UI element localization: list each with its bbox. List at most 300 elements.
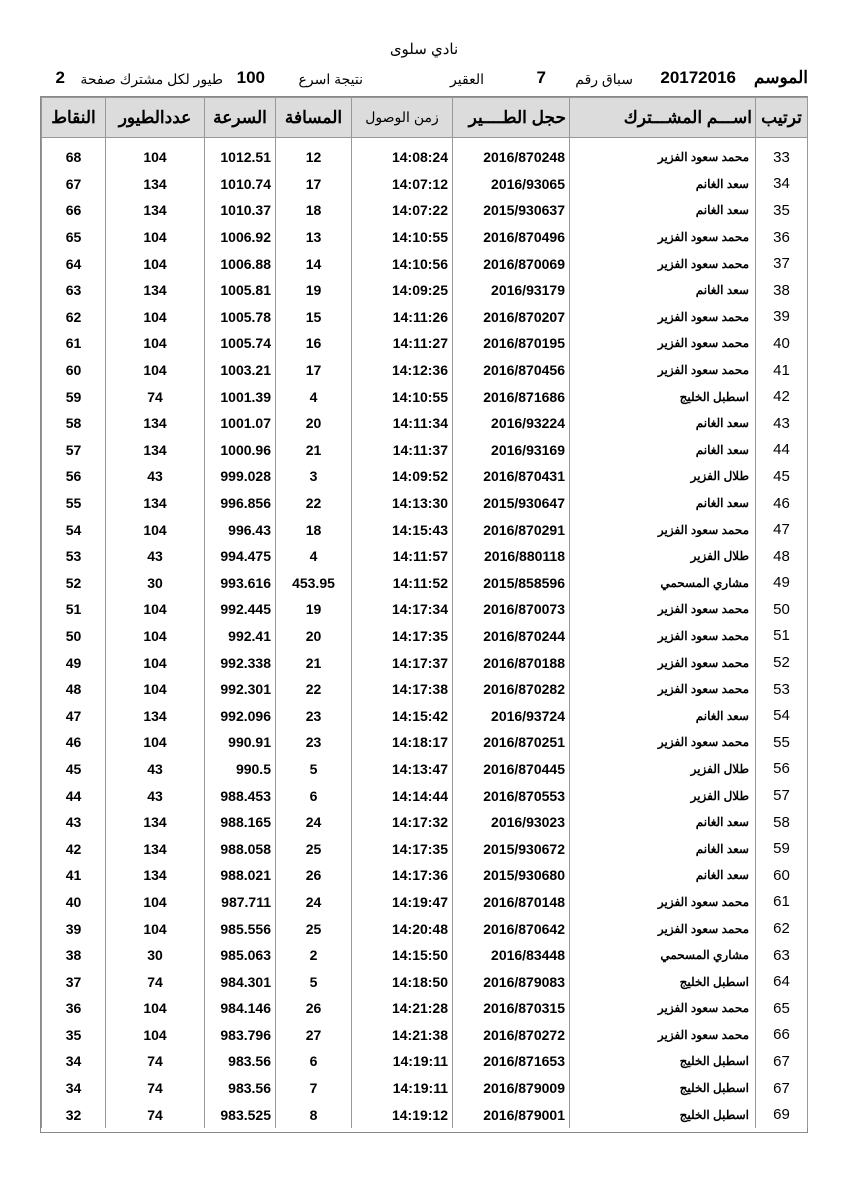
speed-cell: 1012.51 xyxy=(205,144,276,171)
points-cell: 35 xyxy=(42,1022,106,1049)
points-cell: 66 xyxy=(42,197,106,224)
rank-cell: 43 xyxy=(756,410,808,437)
points-cell: 61 xyxy=(42,330,106,357)
table-row xyxy=(42,144,808,171)
ring-cell: 2015/930672 xyxy=(453,835,570,862)
points-cell: 54 xyxy=(42,516,106,543)
points-cell: 48 xyxy=(42,676,106,703)
rank-cell: 34 xyxy=(756,171,808,198)
speed-cell: 1005.78 xyxy=(205,304,276,331)
table-row xyxy=(42,543,808,570)
birds-cell: 104 xyxy=(106,304,205,331)
arrival-time-cell: 14:11:27 xyxy=(352,330,453,357)
table-row xyxy=(42,250,808,277)
distance-cell: 6 xyxy=(276,1048,352,1075)
member-name-cell: اسطبل الخليج xyxy=(570,1048,756,1075)
rank-cell: 54 xyxy=(756,702,808,729)
points-cell: 34 xyxy=(42,1048,106,1075)
rank-cell: 35 xyxy=(756,197,808,224)
arrival-time-cell: 14:18:50 xyxy=(352,968,453,995)
rank-cell: 48 xyxy=(756,543,808,570)
birds-cell: 134 xyxy=(106,809,205,836)
arrival-time-cell: 14:17:34 xyxy=(352,596,453,623)
distance-cell: 6 xyxy=(276,782,352,809)
member-name-cell: محمد سعود الفزير xyxy=(570,596,756,623)
rank-cell: 58 xyxy=(756,809,808,836)
member-name-cell: طلال الفزير xyxy=(570,782,756,809)
birds-cell: 104 xyxy=(106,889,205,916)
table-row xyxy=(42,676,808,703)
ring-cell: 2016/870315 xyxy=(453,995,570,1022)
ring-cell: 2016/870251 xyxy=(453,729,570,756)
distance-cell: 15 xyxy=(276,304,352,331)
ring-cell: 2016/93179 xyxy=(453,277,570,304)
points-cell: 65 xyxy=(42,224,106,251)
distance-cell: 14 xyxy=(276,250,352,277)
points-cell: 36 xyxy=(42,995,106,1022)
speed-cell: 984.146 xyxy=(205,995,276,1022)
rank-cell: 36 xyxy=(756,224,808,251)
ring-cell: 2016/870073 xyxy=(453,596,570,623)
ring-cell: 2015/930647 xyxy=(453,490,570,517)
ring-cell: 2016/870291 xyxy=(453,516,570,543)
points-cell: 58 xyxy=(42,410,106,437)
distance-cell: 3 xyxy=(276,463,352,490)
distance-cell: 4 xyxy=(276,543,352,570)
rank-cell: 67 xyxy=(756,1048,808,1075)
ring-cell: 2015/930680 xyxy=(453,862,570,889)
rank-cell: 62 xyxy=(756,915,808,942)
points-cell: 41 xyxy=(42,862,106,889)
rank-cell: 60 xyxy=(756,862,808,889)
birds-cell: 104 xyxy=(106,729,205,756)
distance-cell: 17 xyxy=(276,171,352,198)
race-location: العقير xyxy=(450,71,484,87)
table-row xyxy=(42,490,808,517)
distance-cell: 26 xyxy=(276,862,352,889)
result-label: نتيجة اسرع xyxy=(298,71,363,87)
race-number: 7 xyxy=(536,68,546,87)
points-cell: 42 xyxy=(42,835,106,862)
birds-cell: 134 xyxy=(106,437,205,464)
arrival-time-cell: 14:10:55 xyxy=(352,224,453,251)
arrival-time-cell: 14:18:17 xyxy=(352,729,453,756)
speed-cell: 1006.88 xyxy=(205,250,276,277)
birds-cell: 134 xyxy=(106,197,205,224)
speed-cell: 996.856 xyxy=(205,490,276,517)
arrival-time-cell: 14:15:42 xyxy=(352,702,453,729)
ring-cell: 2016/870244 xyxy=(453,623,570,650)
ring-cell: 2016/871686 xyxy=(453,383,570,410)
distance-cell: 22 xyxy=(276,676,352,703)
table-row xyxy=(42,649,808,676)
member-name-cell: سعد الغانم xyxy=(570,862,756,889)
member-name-cell: محمد سعود الفزير xyxy=(570,623,756,650)
member-name-cell: محمد سعود الفزير xyxy=(570,516,756,543)
table-row xyxy=(42,995,808,1022)
birds-cell: 104 xyxy=(106,596,205,623)
table-row xyxy=(42,224,808,251)
member-name-cell: سعد الغانم xyxy=(570,809,756,836)
table-row xyxy=(42,915,808,942)
arrival-time-cell: 14:17:38 xyxy=(352,676,453,703)
table-row xyxy=(42,1075,808,1102)
speed-cell: 1005.74 xyxy=(205,330,276,357)
table-row xyxy=(42,516,808,543)
rank-cell: 61 xyxy=(756,889,808,916)
points-cell: 49 xyxy=(42,649,106,676)
points-cell: 40 xyxy=(42,889,106,916)
rank-cell: 38 xyxy=(756,277,808,304)
distance-cell: 27 xyxy=(276,1022,352,1049)
distance-cell: 24 xyxy=(276,889,352,916)
club-name: نادي سلوى xyxy=(389,41,459,58)
season-value: 20172016 xyxy=(660,68,736,87)
rank-cell: 69 xyxy=(756,1101,808,1128)
birds-cell: 104 xyxy=(106,623,205,650)
speed-cell: 983.796 xyxy=(205,1022,276,1049)
table-row xyxy=(42,889,808,916)
member-name-cell: محمد سعود الفزير xyxy=(570,729,756,756)
speed-cell: 1010.37 xyxy=(205,197,276,224)
member-name-cell: طلال الفزير xyxy=(570,463,756,490)
arrival-time-cell: 14:07:22 xyxy=(352,197,453,224)
table-row xyxy=(42,596,808,623)
points-cell: 57 xyxy=(42,437,106,464)
ring-cell: 2016/870195 xyxy=(453,330,570,357)
arrival-time-cell: 14:09:25 xyxy=(352,277,453,304)
speed-cell: 999.028 xyxy=(205,463,276,490)
table-row xyxy=(42,171,808,198)
race-info-bar xyxy=(40,68,808,92)
distance-cell: 17 xyxy=(276,357,352,384)
birds-cell: 104 xyxy=(106,915,205,942)
birds-cell: 104 xyxy=(106,1022,205,1049)
points-cell: 38 xyxy=(42,942,106,969)
rank-cell: 42 xyxy=(756,383,808,410)
points-cell: 53 xyxy=(42,543,106,570)
distance-cell: 23 xyxy=(276,702,352,729)
member-name-cell: اسطبل الخليج xyxy=(570,968,756,995)
distance-cell: 25 xyxy=(276,835,352,862)
member-name-cell: محمد سعود الفزير xyxy=(570,995,756,1022)
birds-cell: 74 xyxy=(106,1075,205,1102)
speed-cell: 1000.96 xyxy=(205,437,276,464)
member-name-cell: اسطبل الخليج xyxy=(570,1101,756,1128)
distance-cell: 2 xyxy=(276,942,352,969)
arrival-time-cell: 14:20:48 xyxy=(352,915,453,942)
points-cell: 56 xyxy=(42,463,106,490)
member-name-cell: محمد سعود الفزير xyxy=(570,250,756,277)
birds-cell: 104 xyxy=(106,676,205,703)
speed-cell: 992.41 xyxy=(205,623,276,650)
result-count: 100 xyxy=(236,68,265,87)
table-row xyxy=(42,809,808,836)
page-number: 2 xyxy=(55,68,65,87)
header-ring: حجل الطــــير xyxy=(453,98,570,138)
speed-cell: 990.91 xyxy=(205,729,276,756)
ring-cell: 2016/870188 xyxy=(453,649,570,676)
speed-cell: 1005.81 xyxy=(205,277,276,304)
birds-cell: 104 xyxy=(106,995,205,1022)
distance-cell: 13 xyxy=(276,224,352,251)
rank-cell: 45 xyxy=(756,463,808,490)
arrival-time-cell: 14:11:34 xyxy=(352,410,453,437)
birds-cell: 134 xyxy=(106,277,205,304)
ring-cell: 2016/870069 xyxy=(453,250,570,277)
speed-cell: 992.096 xyxy=(205,702,276,729)
ring-cell: 2016/880118 xyxy=(453,543,570,570)
speed-cell: 1001.39 xyxy=(205,383,276,410)
points-cell: 45 xyxy=(42,756,106,783)
member-name-cell: محمد سعود الفزير xyxy=(570,889,756,916)
birds-cell: 43 xyxy=(106,543,205,570)
rank-cell: 53 xyxy=(756,676,808,703)
ring-cell: 2016/870496 xyxy=(453,224,570,251)
arrival-time-cell: 14:17:35 xyxy=(352,623,453,650)
distance-cell: 16 xyxy=(276,330,352,357)
table-row xyxy=(42,702,808,729)
birds-cell: 43 xyxy=(106,782,205,809)
table-row xyxy=(42,756,808,783)
birds-cell: 43 xyxy=(106,756,205,783)
speed-cell: 983.56 xyxy=(205,1048,276,1075)
birds-cell: 134 xyxy=(106,835,205,862)
speed-cell: 983.56 xyxy=(205,1075,276,1102)
member-name-cell: محمد سعود الفزير xyxy=(570,304,756,331)
distance-cell: 21 xyxy=(276,437,352,464)
member-name-cell: اسطبل الخليج xyxy=(570,1075,756,1102)
arrival-time-cell: 14:21:28 xyxy=(352,995,453,1022)
arrival-time-cell: 14:17:35 xyxy=(352,835,453,862)
race-label: سباق رقم xyxy=(575,71,633,87)
rank-cell: 64 xyxy=(756,968,808,995)
table-body xyxy=(42,144,808,1128)
ring-cell: 2016/870282 xyxy=(453,676,570,703)
rank-cell: 46 xyxy=(756,490,808,517)
birds-cell: 134 xyxy=(106,702,205,729)
distance-cell: 24 xyxy=(276,809,352,836)
speed-cell: 988.453 xyxy=(205,782,276,809)
table-row xyxy=(42,835,808,862)
table-row xyxy=(42,197,808,224)
birds-cell: 104 xyxy=(106,144,205,171)
birds-cell: 134 xyxy=(106,862,205,889)
speed-cell: 996.43 xyxy=(205,516,276,543)
arrival-time-cell: 14:12:36 xyxy=(352,357,453,384)
points-cell: 51 xyxy=(42,596,106,623)
per-member-label: طيور لكل مشترك صفحة xyxy=(80,71,223,87)
table-row xyxy=(42,463,808,490)
header-name: اســـم المشـــترك xyxy=(570,98,756,138)
rank-cell: 63 xyxy=(756,942,808,969)
speed-cell: 987.711 xyxy=(205,889,276,916)
speed-cell: 994.475 xyxy=(205,543,276,570)
table-row xyxy=(42,1101,808,1128)
arrival-time-cell: 14:08:24 xyxy=(352,144,453,171)
rank-cell: 52 xyxy=(756,649,808,676)
rank-cell: 41 xyxy=(756,357,808,384)
table-row xyxy=(42,968,808,995)
ring-cell: 2015/930637 xyxy=(453,197,570,224)
ring-cell: 2016/870445 xyxy=(453,756,570,783)
member-name-cell: سعد الغانم xyxy=(570,835,756,862)
member-name-cell: محمد سعود الفزير xyxy=(570,676,756,703)
results-table xyxy=(41,97,808,1128)
points-cell: 37 xyxy=(42,968,106,995)
distance-cell: 26 xyxy=(276,995,352,1022)
table-row xyxy=(42,782,808,809)
member-name-cell: محمد سعود الفزير xyxy=(570,915,756,942)
rank-cell: 50 xyxy=(756,596,808,623)
header-row xyxy=(42,98,808,138)
member-name-cell: سعد الغانم xyxy=(570,437,756,464)
ring-cell: 2016/871653 xyxy=(453,1048,570,1075)
arrival-time-cell: 14:19:11 xyxy=(352,1048,453,1075)
speed-cell: 983.525 xyxy=(205,1101,276,1128)
ring-cell: 2016/93065 xyxy=(453,171,570,198)
season-label: الموسم xyxy=(753,68,808,87)
ring-cell: 2016/870642 xyxy=(453,915,570,942)
header-speed: السرعة xyxy=(205,98,276,138)
birds-cell: 43 xyxy=(106,463,205,490)
ring-cell: 2016/879009 xyxy=(453,1075,570,1102)
rank-cell: 65 xyxy=(756,995,808,1022)
birds-cell: 134 xyxy=(106,410,205,437)
member-name-cell: محمد سعود الفزير xyxy=(570,330,756,357)
member-name-cell: اسطبل الخليج xyxy=(570,383,756,410)
member-name-cell: محمد سعود الفزير xyxy=(570,357,756,384)
ring-cell: 2016/870272 xyxy=(453,1022,570,1049)
points-cell: 60 xyxy=(42,357,106,384)
distance-cell: 20 xyxy=(276,623,352,650)
arrival-time-cell: 14:19:47 xyxy=(352,889,453,916)
arrival-time-cell: 14:17:36 xyxy=(352,862,453,889)
table-row xyxy=(42,437,808,464)
arrival-time-cell: 14:19:12 xyxy=(352,1101,453,1128)
rank-cell: 47 xyxy=(756,516,808,543)
arrival-time-cell: 14:17:37 xyxy=(352,649,453,676)
points-cell: 43 xyxy=(42,809,106,836)
birds-cell: 104 xyxy=(106,224,205,251)
points-cell: 52 xyxy=(42,570,106,597)
member-name-cell: سعد الغانم xyxy=(570,410,756,437)
header-distance: المسافة xyxy=(276,98,352,138)
rank-cell: 40 xyxy=(756,330,808,357)
distance-cell: 453.95 xyxy=(276,570,352,597)
points-cell: 44 xyxy=(42,782,106,809)
arrival-time-cell: 14:10:56 xyxy=(352,250,453,277)
rank-cell: 57 xyxy=(756,782,808,809)
arrival-time-cell: 14:11:57 xyxy=(352,543,453,570)
arrival-time-cell: 14:13:30 xyxy=(352,490,453,517)
points-cell: 67 xyxy=(42,171,106,198)
arrival-time-cell: 14:17:32 xyxy=(352,809,453,836)
member-name-cell: مشاري المسحمي xyxy=(570,570,756,597)
distance-cell: 18 xyxy=(276,516,352,543)
arrival-time-cell: 14:15:50 xyxy=(352,942,453,969)
points-cell: 64 xyxy=(42,250,106,277)
distance-cell: 21 xyxy=(276,649,352,676)
ring-cell: 2016/870248 xyxy=(453,144,570,171)
distance-cell: 5 xyxy=(276,756,352,783)
distance-cell: 7 xyxy=(276,1075,352,1102)
arrival-time-cell: 14:11:26 xyxy=(352,304,453,331)
speed-cell: 992.301 xyxy=(205,676,276,703)
arrival-time-cell: 14:14:44 xyxy=(352,782,453,809)
birds-cell: 104 xyxy=(106,330,205,357)
speed-cell: 992.445 xyxy=(205,596,276,623)
rank-cell: 39 xyxy=(756,304,808,331)
table-row xyxy=(42,862,808,889)
header-arrival: زمن الوصول xyxy=(352,98,453,138)
arrival-time-cell: 14:21:38 xyxy=(352,1022,453,1049)
speed-cell: 1006.92 xyxy=(205,224,276,251)
birds-cell: 104 xyxy=(106,516,205,543)
points-cell: 39 xyxy=(42,915,106,942)
points-cell: 62 xyxy=(42,304,106,331)
points-cell: 47 xyxy=(42,702,106,729)
arrival-time-cell: 14:15:43 xyxy=(352,516,453,543)
points-cell: 59 xyxy=(42,383,106,410)
table-row xyxy=(42,410,808,437)
table-row xyxy=(42,277,808,304)
member-name-cell: مشاري المسحمي xyxy=(570,942,756,969)
birds-cell: 134 xyxy=(106,171,205,198)
member-name-cell: سعد الغانم xyxy=(570,490,756,517)
arrival-time-cell: 14:11:52 xyxy=(352,570,453,597)
birds-cell: 30 xyxy=(106,570,205,597)
table-row xyxy=(42,729,808,756)
birds-cell: 74 xyxy=(106,968,205,995)
table-row xyxy=(42,304,808,331)
arrival-time-cell: 14:10:55 xyxy=(352,383,453,410)
ring-cell: 2016/870207 xyxy=(453,304,570,331)
ring-cell: 2016/879083 xyxy=(453,968,570,995)
distance-cell: 8 xyxy=(276,1101,352,1128)
ring-cell: 2016/93023 xyxy=(453,809,570,836)
distance-cell: 18 xyxy=(276,197,352,224)
member-name-cell: طلال الفزير xyxy=(570,543,756,570)
distance-cell: 4 xyxy=(276,383,352,410)
arrival-time-cell: 14:19:11 xyxy=(352,1075,453,1102)
birds-cell: 74 xyxy=(106,1101,205,1128)
speed-cell: 1001.07 xyxy=(205,410,276,437)
header-rank: ترتيب xyxy=(756,98,808,138)
rank-cell: 56 xyxy=(756,756,808,783)
rank-cell: 67 xyxy=(756,1075,808,1102)
rank-cell: 44 xyxy=(756,437,808,464)
speed-cell: 992.338 xyxy=(205,649,276,676)
speed-cell: 988.021 xyxy=(205,862,276,889)
birds-cell: 104 xyxy=(106,357,205,384)
ring-cell: 2016/870148 xyxy=(453,889,570,916)
table-row xyxy=(42,623,808,650)
birds-cell: 30 xyxy=(106,942,205,969)
rank-cell: 55 xyxy=(756,729,808,756)
member-name-cell: محمد سعود الفزير xyxy=(570,224,756,251)
speed-cell: 984.301 xyxy=(205,968,276,995)
ring-cell: 2016/93169 xyxy=(453,437,570,464)
rank-cell: 59 xyxy=(756,835,808,862)
birds-cell: 104 xyxy=(106,649,205,676)
member-name-cell: سعد الغانم xyxy=(570,277,756,304)
speed-cell: 990.5 xyxy=(205,756,276,783)
results-sheet xyxy=(40,96,808,1133)
distance-cell: 12 xyxy=(276,144,352,171)
member-name-cell: سعد الغانم xyxy=(570,171,756,198)
rank-cell: 66 xyxy=(756,1022,808,1049)
